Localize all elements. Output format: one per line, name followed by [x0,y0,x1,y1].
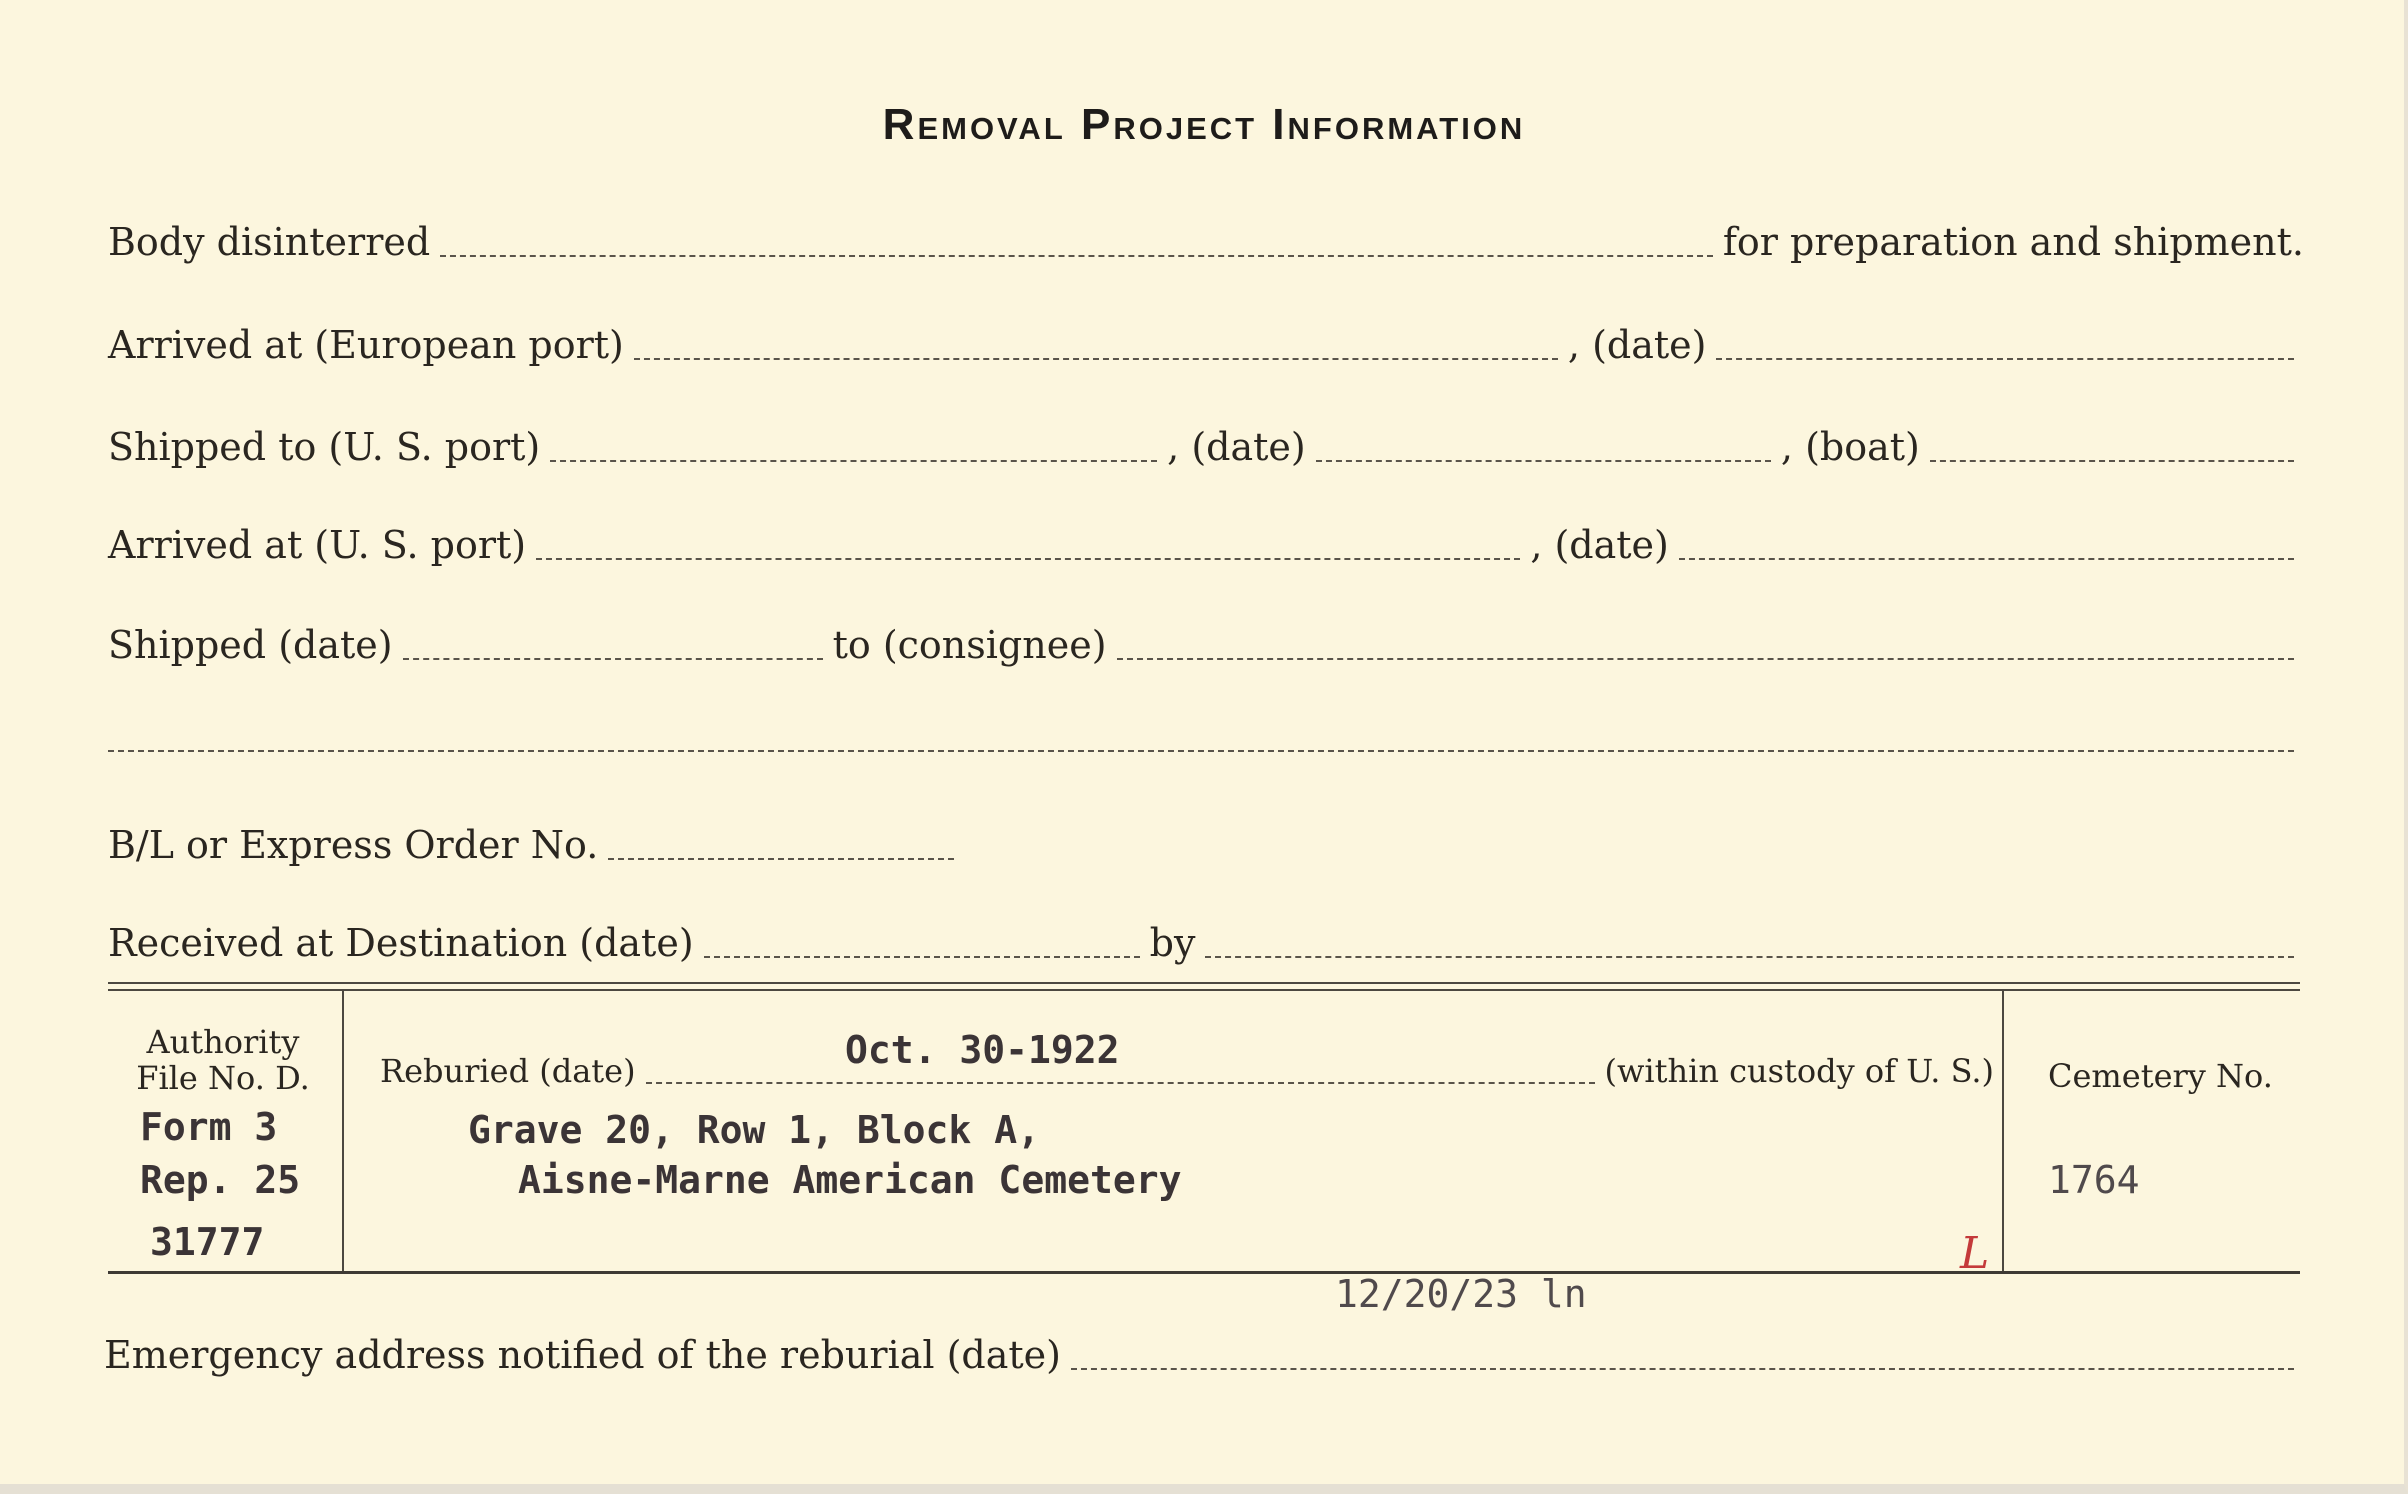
row-emergency-address [104,1318,2304,1378]
typed-rep-no: Rep. 25 [140,1158,301,1202]
field-received-date[interactable] [704,950,1140,958]
field-emergency-date[interactable] [1071,1362,2294,1370]
label-shipped-date: Shipped (date) [108,623,393,667]
field-european-port[interactable] [634,352,1558,360]
row-shipped-date [108,608,2304,668]
label-boat: , (boat) [1780,425,1920,469]
field-reburied-date[interactable] [646,1076,1595,1084]
form-title: Removal Project Information [882,100,1526,149]
field-arrived-us-date[interactable] [1679,552,2294,560]
column-divider-right [2002,990,2004,1273]
authority-label [108,1024,338,1096]
section-bottom-rule [108,1271,2300,1274]
label-date-1: , (date) [1567,323,1707,367]
row-received-destination [108,906,2304,966]
typed-file-no: 31777 [150,1220,265,1264]
label-shipped-us: Shipped to (U. S. port) [108,425,541,469]
label-date-3: , (date) [1530,523,1669,567]
label-received-destination: Received at Destination (date) [108,921,694,965]
label-reburied: Reburied (date) [380,1052,636,1090]
row-reburied [380,1040,1994,1090]
row-bl-order [108,808,2304,868]
row-arrived-us [108,508,2304,568]
label-emergency-address: Emergency address notified of the reburial (date) [104,1333,1061,1377]
field-european-date[interactable] [1716,352,2294,360]
field-boat[interactable] [1930,454,2294,462]
label-arrived-us: Arrived at (U. S. port) [108,523,527,567]
row-arrived-european [108,308,2304,368]
authority-line1: Authority [146,1023,300,1061]
column-divider-left [342,990,344,1273]
typed-grave-line: Grave 20, Row 1, Block A, [468,1108,1040,1152]
field-consignee[interactable] [1117,652,2294,660]
typed-cemetery-no: 1764 [2048,1158,2140,1202]
label-body-disinterred: Body disinterred [108,220,431,264]
label-custody: (within custody of U. S.) [1604,1052,1994,1090]
typed-cemetery-name: Aisne-Marne American Cemetery [518,1158,1182,1202]
field-shipped-on-date[interactable] [403,652,823,660]
field-bl-order[interactable] [608,852,954,860]
field-consignee-line2[interactable] [108,744,2294,752]
field-us-port[interactable] [550,454,1157,462]
label-for-preparation: for preparation and shipment. [1722,220,2304,264]
typed-form-no: Form 3 [140,1105,278,1149]
label-date-2: , (date) [1167,425,1306,469]
field-received-by[interactable] [1205,950,2294,958]
authority-line2: File No. D. [136,1059,310,1097]
label-bl-order: B/L or Express Order No. [108,823,599,867]
row-shipped-us [108,410,2304,470]
field-body-disinterred[interactable] [440,249,1713,257]
typed-notified-date: 12/20/23 ln [1335,1272,1587,1316]
red-pencil-mark: L [1960,1228,1990,1279]
label-cemetery-no: Cemetery No. [2048,1057,2273,1095]
typed-reburied-date: Oct. 30-1922 [845,1028,1120,1072]
double-rule-divider [108,982,2300,991]
row-body-disinterred [108,205,2304,265]
field-arrived-us-port[interactable] [536,552,1520,560]
label-arrived-european: Arrived at (European port) [108,323,624,367]
label-by: by [1149,921,1196,965]
field-shipped-date[interactable] [1316,454,1771,462]
label-to-consignee: to (consignee) [832,623,1107,667]
row-consignee-continued [108,700,2304,760]
